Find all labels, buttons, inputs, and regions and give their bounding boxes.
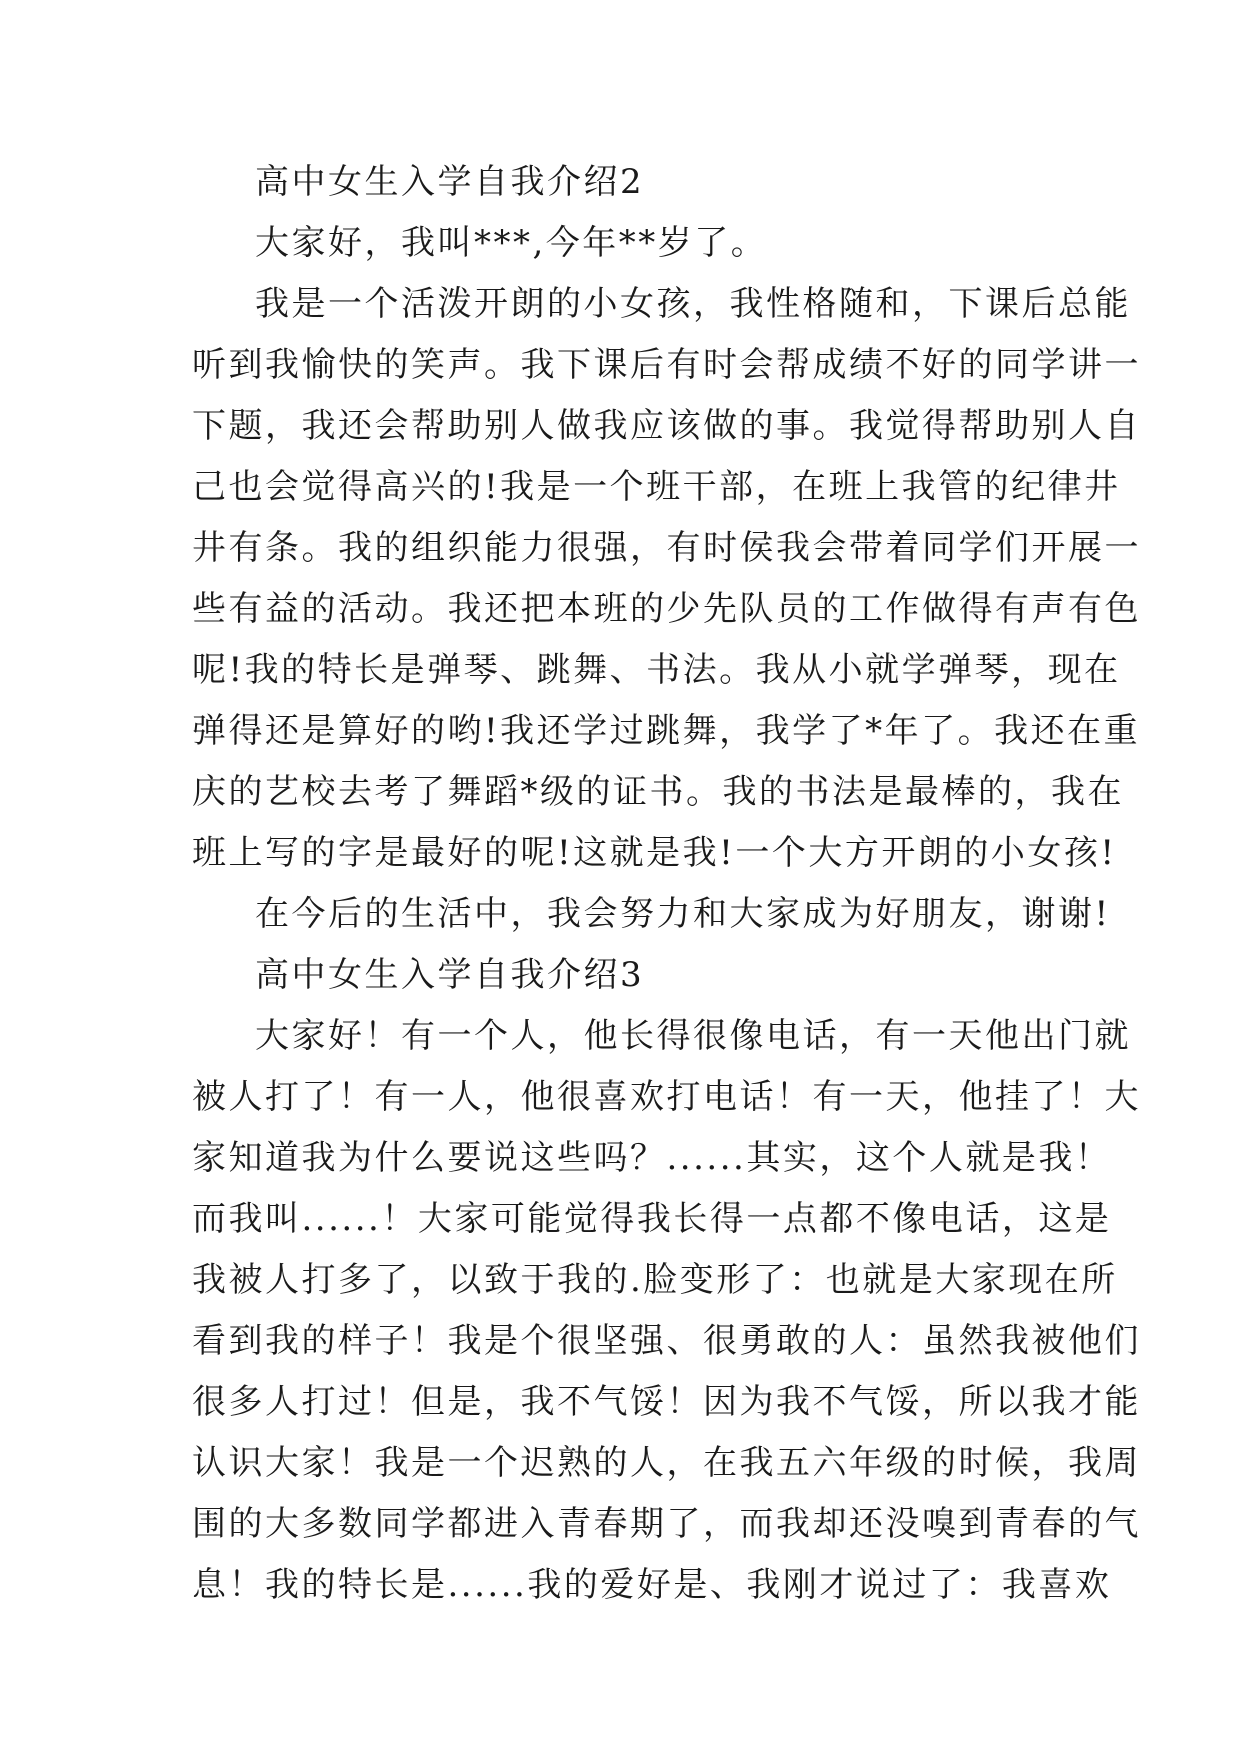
paragraph-line: 下题，我还会帮助别人做我应该做的事。我觉得帮助别人自 (192, 406, 1141, 446)
paragraph-line: 己也会觉得高兴的!我是一个班干部，在班上我管的纪律井 (192, 467, 1121, 507)
paragraph-line: 息！我的特长是......我的爱好是、我刚才说过了：我喜欢 (192, 1565, 1112, 1605)
paragraph-line: 家知道我为什么要说这些吗？......其实，这个人就是我！ (192, 1138, 1112, 1178)
paragraph-line: 被人打了！有一人，他很喜欢打电话！有一天，他挂了！大 (192, 1077, 1141, 1117)
paragraph-line: 些有益的活动。我还把本班的少先队员的工作做得有声有色 (192, 589, 1141, 629)
paragraph-line: 我被人打多了，以致于我的.脸变形了：也就是大家现在所 (192, 1260, 1118, 1300)
paragraph-line: 在今后的生活中，我会努力和大家成为好朋友，谢谢! (255, 894, 1111, 934)
paragraph-line: 听到我愉快的笑声。我下课后有时会帮成绩不好的同学讲一 (192, 345, 1141, 385)
paragraph-line: 庆的艺校去考了舞蹈*级的证书。我的书法是最棒的，我在 (192, 772, 1124, 812)
paragraph-line: 围的大多数同学都进入青春期了，而我却还没嗅到青春的气 (192, 1504, 1141, 1544)
paragraph-line: 班上写的字是最好的呢!这就是我!一个大方开朗的小女孩! (192, 833, 1117, 873)
paragraph-line: 看到我的样子！我是个很坚强、很勇敢的人：虽然我被他们 (192, 1321, 1141, 1361)
paragraph-line: 大家好，我叫***,今年**岁了。 (255, 223, 768, 263)
paragraph-line: 井有条。我的组织能力很强，有时侯我会带着同学们开展一 (192, 528, 1141, 568)
section-heading-3: 高中女生入学自我介绍3 (255, 955, 645, 995)
document-body (192, 152, 1141, 1616)
section-heading-2: 高中女生入学自我介绍2 (255, 162, 645, 202)
paragraph-line: 弹得还是算好的哟!我还学过跳舞，我学了*年了。我还在重 (192, 711, 1141, 751)
paragraph-line: 而我叫......！大家可能觉得我长得一点都不像电话，这是 (192, 1199, 1112, 1239)
paragraph-line: 认识大家！我是一个迟熟的人，在我五六年级的时候，我周 (192, 1443, 1141, 1483)
paragraph-line: 我是一个活泼开朗的小女孩，我性格随和，下课后总能 (255, 284, 1131, 324)
paragraph-line: 大家好！有一个人，他长得很像电话，有一天他出门就 (255, 1016, 1131, 1056)
paragraph-line: 呢!我的特长是弹琴、跳舞、书法。我从小就学弹琴，现在 (192, 650, 1121, 690)
paragraph-line: 很多人打过！但是，我不气馁！因为我不气馁，所以我才能 (192, 1382, 1141, 1422)
